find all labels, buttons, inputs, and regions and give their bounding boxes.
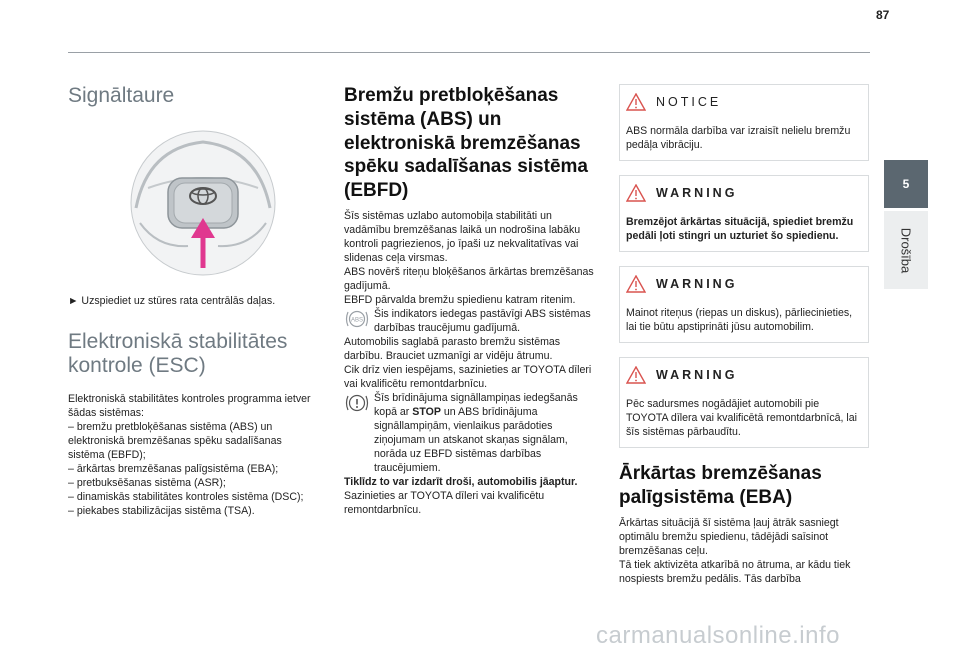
warning-text-3: Pēc sadursmes nogādājiet automobili pie TOYOTA dīlera vai kvalificētā remontdarbnīcā, lai šīs sistēmas pārbaudītu.: [626, 398, 858, 438]
warning-header-2: [620, 266, 868, 300]
notice-label: NOTICE: [656, 94, 722, 109]
watermark: carmanualsonline.info: [596, 622, 840, 649]
abs-indicator-note: [344, 307, 594, 335]
section-heading-esc: Elektroniskā stabilitātes kontrole (ESC): [68, 330, 288, 378]
warning-text-2: Mainot riteņus (riepas un diskus), pārliecinieties, lai tie būtu apstiprināti jūsu automobilim.: [626, 307, 853, 333]
section-heading-eba: Ārkārtas bremzēšanas palīgsistēma (EBA): [619, 463, 822, 508]
esc-description: Elektroniskā stabilitātes kontroles programma ietver šādas sistēmas: – bremžu pretbloķēšanas sistēma (ABS) un elektroniskā bremzēšanas spēku sadalīšanas sistēma (EBFD); – ārkārtas bremzēšanas palīgsistēma (EBA); – pretbuksēšanas sistēma (ASR); – dinamiskās stabilitātes kontroles sistēma (DSC); – piekabes stabilizācijas sistēma (TSA).: [68, 393, 311, 518]
svg-text:ABS: ABS: [350, 317, 364, 324]
warning-label-1: WARNING: [656, 185, 738, 200]
ebfd-warning-text: Šīs brīdinājuma signāllampiņas iedegšanās kopā ar STOP un ABS brīdinājuma signāllampiņām, vienlaikus parādoties ziņojumam un atskanot skaņas signālam, norāda uz EBFD sistēmas darbības traucējumiem.: [374, 391, 578, 474]
horn-instruction: ► Uzspiediet uz stūres rata centrālās daļas.: [68, 295, 276, 308]
warning-box-2: [619, 266, 869, 343]
warning-triangle-icon: [626, 366, 646, 384]
abs-fault-advice: Automobilis saglabā parasto bremžu sistēmas darbību. Brauciet uzmanīgi ar vidēju ātrumu. Cik drīz vien iespējams, sazinieties ar TOYOTA dīleri vai kvalificētu remontdarbnīcu.: [344, 335, 592, 390]
section-heading-horn: Signāltaure: [68, 84, 175, 107]
chapter-label-tab[interactable]: [884, 211, 928, 289]
abs-indicator-text: Šis indikators iedegas pastāvīgi ABS sistēmas darbības traucējumu gadījumā.: [374, 307, 591, 334]
chapter-number-tab[interactable]: 5: [884, 160, 928, 208]
warning-triangle-icon: [626, 184, 646, 202]
section-heading-abs-ebfd: Bremžu pretbloķēšanas sistēma (ABS) un elektroniskā bremzēšanas spēku sadalīšanas sistēma (EBFD): [344, 85, 588, 201]
brake-warning-light-icon: [344, 392, 370, 414]
notice-box: [619, 84, 869, 161]
warning-label-3: WARNING: [656, 367, 738, 382]
chapter-label: Drošība: [898, 227, 914, 273]
notice-text: ABS normāla darbība var izraisīt nelielu bremžu pedāļa vibrāciju.: [626, 125, 851, 151]
warning-triangle-icon: [626, 275, 646, 293]
warning-header-3: [620, 357, 868, 391]
abs-ebfd-intro: Šīs sistēmas uzlabo automobiļa stabilitāti un vadāmību bremzēšanas laikā un nodrošina labāku kontroli pagriezienos, jo īpaši uz nekvalitatīvas vai slidenas ceļa virsmas. ABS novērš riteņu bloķēšanos ārkārtas bremzēšanas gadījumā. EBFD pārvalda bremžu spiedienu katram ritenim.: [344, 209, 594, 306]
warning-box-3: [619, 357, 869, 448]
column-1: [68, 84, 318, 518]
page-number: 87: [876, 8, 890, 22]
steering-wheel-illustration: [128, 128, 278, 278]
warning-text-1: Bremzējot ārkārtas situācijā, spiediet bremžu pedāli ļoti stingri un uzturiet šo spiedienu.: [626, 216, 854, 242]
stop-vehicle-instruction: Tiklīdz to var izdarīt droši, automobilis jāaptur.: [344, 475, 578, 488]
ebfd-warning-note: [344, 391, 594, 475]
column-3: [619, 84, 871, 586]
steering-wheel-icon: [128, 128, 278, 278]
warning-header-1: [620, 175, 868, 209]
notice-header: [620, 84, 868, 118]
warning-box-1: [619, 175, 869, 252]
eba-description: Ārkārtas situācijā šī sistēma ļauj ātrāk sasniegt optimālu bremžu spiedienu, tādējādi saīsinot bremzēšanas ceļu. Tā tiek aktivizēta atkarībā no ātruma, ar kādu tiek nospiests bremžu pedālis. Tās darbība: [619, 516, 851, 585]
notice-triangle-icon: [626, 93, 646, 111]
warning-label-2: WARNING: [656, 276, 738, 291]
column-2: [344, 84, 594, 517]
abs-warning-light-icon: [344, 308, 370, 330]
header-divider: [68, 52, 870, 53]
contact-dealer-text: Sazinieties ar TOYOTA dīleri vai kvalificētu remontdarbnīcu.: [344, 489, 545, 516]
